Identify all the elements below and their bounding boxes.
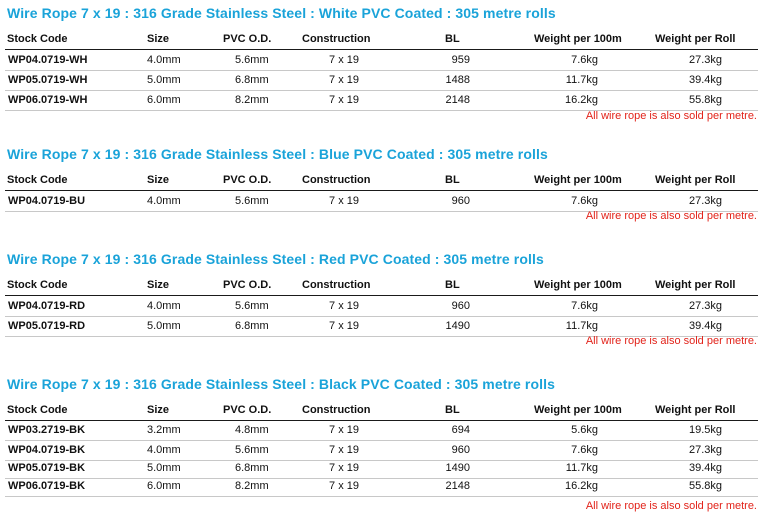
header-pvc-od: PVC O.D. bbox=[223, 174, 272, 186]
cell-size: 3.2mm bbox=[147, 424, 181, 436]
cell-stock-code: WP04.0719-BU bbox=[8, 195, 86, 207]
cell-pvc-od: 5.6mm bbox=[235, 300, 269, 312]
section-title: Wire Rope 7 x 19 : 316 Grade Stainless Steel : Red PVC Coated : 305 metre rolls bbox=[7, 251, 544, 267]
table-header bbox=[5, 170, 758, 191]
cell-construction: 7 x 19 bbox=[329, 444, 359, 456]
header-weight-per-roll: Weight per Roll bbox=[655, 404, 736, 416]
table-header bbox=[5, 275, 758, 296]
cell-pvc-od: 8.2mm bbox=[235, 94, 269, 106]
cell-bl: 1488 bbox=[445, 74, 470, 86]
cell-pvc-od: 6.8mm bbox=[235, 320, 269, 332]
cell-size: 4.0mm bbox=[147, 54, 181, 66]
cell-weight-per-100m: 7.6kg bbox=[571, 444, 598, 456]
section-title: Wire Rope 7 x 19 : 316 Grade Stainless Steel : White PVC Coated : 305 metre rolls bbox=[7, 5, 556, 21]
section-title: Wire Rope 7 x 19 : 316 Grade Stainless Steel : Black PVC Coated : 305 metre rolls bbox=[7, 376, 555, 392]
header-construction: Construction bbox=[302, 174, 371, 186]
table-row bbox=[5, 441, 758, 461]
cell-weight-per-roll: 27.3kg bbox=[688, 54, 722, 66]
cell-construction: 7 x 19 bbox=[329, 424, 359, 436]
cell-bl: 960 bbox=[451, 300, 470, 312]
header-weight-per-100m: Weight per 100m bbox=[534, 174, 622, 186]
cell-weight-per-100m: 11.7kg bbox=[565, 320, 598, 332]
cell-bl: 694 bbox=[451, 424, 470, 436]
cell-stock-code: WP03.2719-BK bbox=[8, 424, 86, 436]
header-pvc-od: PVC O.D. bbox=[223, 33, 272, 45]
cell-size: 6.0mm bbox=[147, 94, 181, 106]
header-bl: BL bbox=[445, 174, 460, 186]
cell-weight-per-roll: 39.4kg bbox=[688, 320, 722, 332]
cell-stock-code: WP04.0719-WH bbox=[8, 54, 88, 66]
cell-pvc-od: 5.6mm bbox=[235, 444, 269, 456]
cell-stock-code: WP05.0719-BK bbox=[8, 462, 86, 474]
table-header bbox=[5, 29, 758, 50]
cell-construction: 7 x 19 bbox=[329, 480, 359, 492]
header-weight-per-roll: Weight per Roll bbox=[655, 174, 736, 186]
cell-construction: 7 x 19 bbox=[329, 54, 359, 66]
header-construction: Construction bbox=[302, 279, 371, 291]
header-weight-per-roll: Weight per Roll bbox=[655, 279, 736, 291]
cell-construction: 7 x 19 bbox=[329, 320, 359, 332]
cell-bl: 960 bbox=[451, 195, 470, 207]
header-size: Size bbox=[147, 174, 170, 186]
cell-weight-per-roll: 55.8kg bbox=[688, 94, 722, 106]
cell-size: 5.0mm bbox=[147, 320, 181, 332]
cell-size: 4.0mm bbox=[147, 195, 181, 207]
per-metre-note: All wire rope is also sold per metre. bbox=[585, 500, 757, 512]
cell-weight-per-roll: 19.5kg bbox=[688, 424, 722, 436]
table-row bbox=[5, 477, 758, 497]
cell-size: 5.0mm bbox=[147, 74, 181, 86]
cell-bl: 960 bbox=[451, 444, 470, 456]
cell-weight-per-100m: 11.7kg bbox=[565, 74, 598, 86]
cell-bl: 2148 bbox=[445, 94, 470, 106]
table-row bbox=[5, 459, 758, 479]
header-stock-code: Stock Code bbox=[7, 404, 68, 416]
header-weight-per-roll: Weight per Roll bbox=[655, 33, 736, 45]
cell-bl: 1490 bbox=[445, 320, 470, 332]
header-pvc-od: PVC O.D. bbox=[223, 404, 272, 416]
table-row bbox=[5, 51, 758, 71]
cell-weight-per-roll: 39.4kg bbox=[688, 74, 722, 86]
cell-weight-per-roll: 27.3kg bbox=[688, 444, 722, 456]
table-row bbox=[5, 297, 758, 317]
header-stock-code: Stock Code bbox=[7, 279, 68, 291]
cell-weight-per-100m: 5.6kg bbox=[571, 424, 598, 436]
cell-weight-per-100m: 7.6kg bbox=[571, 195, 598, 207]
header-construction: Construction bbox=[302, 33, 371, 45]
table-header bbox=[5, 400, 758, 421]
header-bl: BL bbox=[445, 33, 460, 45]
cell-stock-code: WP06.0719-BK bbox=[8, 480, 86, 492]
cell-stock-code: WP04.0719-RD bbox=[8, 300, 86, 312]
cell-construction: 7 x 19 bbox=[329, 195, 359, 207]
cell-stock-code: WP04.0719-BK bbox=[8, 444, 86, 456]
cell-stock-code: WP05.0719-RD bbox=[8, 320, 86, 332]
cell-weight-per-roll: 55.8kg bbox=[688, 480, 722, 492]
cell-weight-per-roll: 27.3kg bbox=[688, 195, 722, 207]
header-size: Size bbox=[147, 404, 170, 416]
header-weight-per-100m: Weight per 100m bbox=[534, 279, 622, 291]
header-weight-per-100m: Weight per 100m bbox=[534, 404, 622, 416]
cell-pvc-od: 6.8mm bbox=[235, 462, 269, 474]
cell-construction: 7 x 19 bbox=[329, 300, 359, 312]
header-size: Size bbox=[147, 279, 170, 291]
cell-size: 6.0mm bbox=[147, 480, 181, 492]
cell-construction: 7 x 19 bbox=[329, 462, 359, 474]
cell-weight-per-roll: 27.3kg bbox=[688, 300, 722, 312]
cell-weight-per-100m: 7.6kg bbox=[571, 54, 598, 66]
cell-pvc-od: 5.6mm bbox=[235, 195, 269, 207]
header-construction: Construction bbox=[302, 404, 371, 416]
per-metre-note: All wire rope is also sold per metre. bbox=[585, 210, 757, 222]
cell-stock-code: WP05.0719-WH bbox=[8, 74, 88, 86]
table-row bbox=[5, 317, 758, 337]
cell-size: 5.0mm bbox=[147, 462, 181, 474]
per-metre-note: All wire rope is also sold per metre. bbox=[585, 110, 757, 122]
per-metre-note: All wire rope is also sold per metre. bbox=[585, 335, 757, 347]
cell-bl: 1490 bbox=[445, 462, 470, 474]
table-row bbox=[5, 71, 758, 91]
table-row bbox=[5, 91, 758, 111]
section-title: Wire Rope 7 x 19 : 316 Grade Stainless Steel : Blue PVC Coated : 305 metre rolls bbox=[7, 146, 548, 162]
cell-weight-per-100m: 7.6kg bbox=[571, 300, 598, 312]
cell-weight-per-100m: 16.2kg bbox=[564, 94, 598, 106]
header-bl: BL bbox=[445, 404, 460, 416]
table-row bbox=[5, 421, 758, 441]
cell-construction: 7 x 19 bbox=[329, 94, 359, 106]
cell-weight-per-100m: 11.7kg bbox=[565, 462, 598, 474]
cell-size: 4.0mm bbox=[147, 300, 181, 312]
header-pvc-od: PVC O.D. bbox=[223, 279, 272, 291]
cell-pvc-od: 8.2mm bbox=[235, 480, 269, 492]
header-stock-code: Stock Code bbox=[7, 174, 68, 186]
cell-weight-per-100m: 16.2kg bbox=[564, 480, 598, 492]
cell-pvc-od: 6.8mm bbox=[235, 74, 269, 86]
cell-weight-per-roll: 39.4kg bbox=[688, 462, 722, 474]
header-weight-per-100m: Weight per 100m bbox=[534, 33, 622, 45]
header-stock-code: Stock Code bbox=[7, 33, 68, 45]
cell-construction: 7 x 19 bbox=[329, 74, 359, 86]
cell-pvc-od: 5.6mm bbox=[235, 54, 269, 66]
table-row bbox=[5, 192, 758, 212]
cell-pvc-od: 4.8mm bbox=[235, 424, 269, 436]
header-size: Size bbox=[147, 33, 170, 45]
cell-bl: 959 bbox=[451, 54, 470, 66]
header-bl: BL bbox=[445, 279, 460, 291]
cell-bl: 2148 bbox=[445, 480, 470, 492]
cell-size: 4.0mm bbox=[147, 444, 181, 456]
cell-stock-code: WP06.0719-WH bbox=[8, 94, 88, 106]
